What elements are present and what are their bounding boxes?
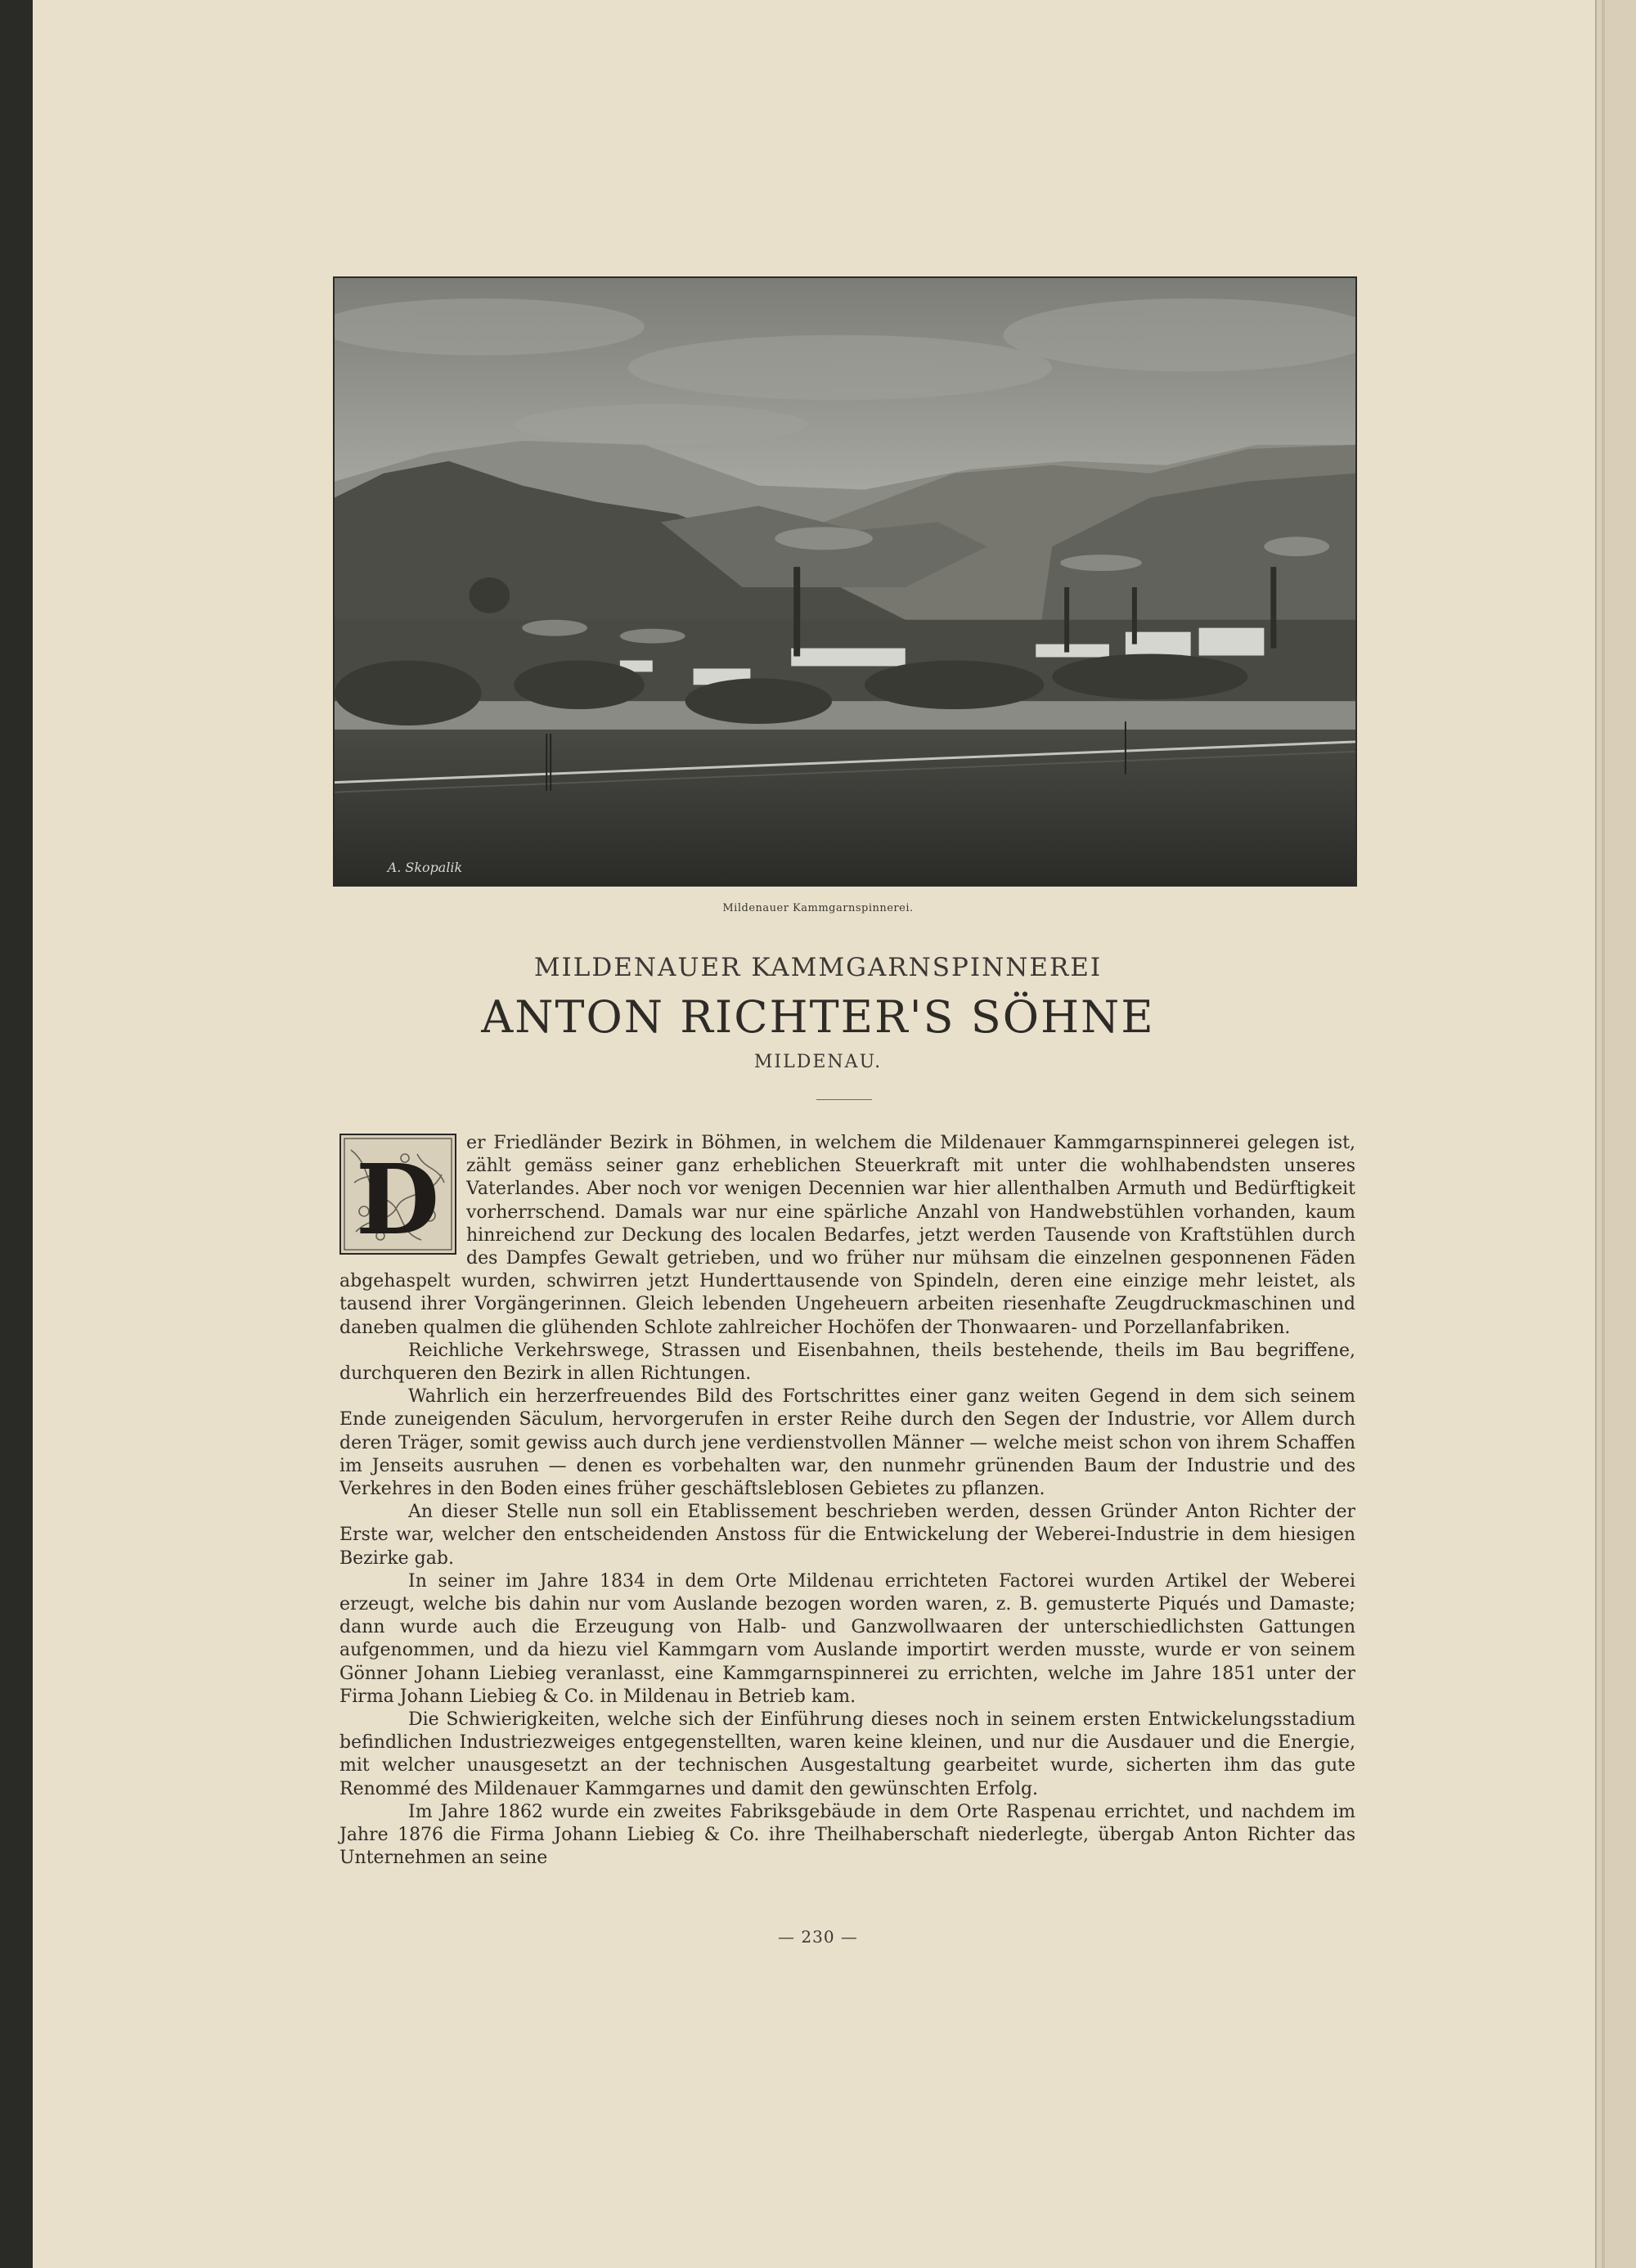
page-number: — 230 — — [778, 1927, 858, 1947]
paragraph-4: An dieser Stelle nun soll ein Etablissement beschrieben werden, dessen Gründer Anton Richter der Erste war, welcher den entscheidenden Anstoss für die Entwickelung der Weberei-Industrie in dem hiesigen Bezirke gab. — [339, 1502, 1355, 1569]
article-subtitle: MILDENAUER KAMMGARNSPINNEREI — [533, 953, 1103, 982]
paragraph-3: Wahrlich ein herzerfreuendes Bild des Fortschrittes einer ganz weiten Gegend in dem sich seinem Ende zuneigenden Säculum, hervorgerufen in erster Reihe durch den Segen der Industrie, vor Allem durch deren Träger, somit gewiss auch durch jene verdienstvollen Männer — welche meist schon von ihrem Schaffen im Jenseits ausruhen — denen es vorbehalten war, den nunmehr grünenden Baum der Industrie und des Verkehres in den Boden eines früher geschäftsleblosen Gebietes zu pflanzen. — [339, 1386, 1355, 1500]
article-place: MILDENAU. — [753, 1052, 883, 1072]
artist-signature: A. Skopalik — [387, 860, 463, 876]
title-divider — [816, 1099, 872, 1100]
paragraph-2: Reichliche Verkehrswege, Strassen und Eisenbahnen, theils bestehende, theils im Bau begriffene, durchqueren den Bezirk in allen Richtungen. — [339, 1340, 1355, 1385]
svg-text:D: D — [355, 1143, 440, 1255]
dropcap-ornament-icon — [339, 1134, 456, 1255]
article-title: ANTON RICHTER'S SÖHNE — [481, 991, 1155, 1043]
paragraph-6: Die Schwierigkeiten, welche sich der Einführung dieses noch in seinem ersten Entwickelungsstadium befindlichen Industriezweiges entgegenstellten, waren keine kleinen, und nur die Ausdauer und die Energie, mit welcher unausgesetzt an der technischen Ausgestaltung gearbeitet wurde, sicherten ihm das gute Renommé des Mildenauer Kammgarnes und damit den gewünschten Erfolg. — [339, 1709, 1355, 1799]
ornamental-dropcap — [339, 1134, 456, 1255]
paragraph-7: Im Jahre 1862 wurde ein zweites Fabriksgebäude in dem Orte Raspenau errichtet, und nachdem im Jahre 1876 die Firma Johann Liebieg & Co. ihre Theilhaberschaft niederlegte, übergab Anton Richter das Unternehmen an seine — [339, 1801, 1355, 1869]
landscape-image — [335, 278, 1355, 885]
paragraph-1: er Friedländer Bezirk in Böhmen, in welchem die Mildenauer Kammgarnspinnerei gelegen ist, zählt gemäss seiner ganz erheblichen Steuerkraft mit unter die wohlhabendsten unseres Vaterlandes. Aber noch vor wenigen Decennien war hier allenthalben Armuth und Bedürftigkeit vorherrschend. Damals war nur eine spärliche Anzahl von Handwebstühlen vorhanden, kaum hinreichend zur Deckung des localen Bedarfes, jetzt werden Tausende von Kraftstühlen durch des Dampfes Gewalt getrieben, und wo früher nur mühsam die einzelnen gesponnenen Fäden abgehaspelt wurden, schwirren jetzt Hunderttausende von Spindeln, deren eine einzige mehr leistet, als tausend ihrer Vorgängerinnen. Gleich lebenden Ungeheuern arbeiten riesenhafte Zeugdruckmaschinen und daneben qualmen die glühenden Schlote zahlreicher Hochöfen der Thonwaaren- und Porzellanfabriken. — [339, 1133, 1355, 1338]
factory-landscape-illustration — [333, 276, 1357, 887]
article-body — [339, 1132, 1355, 1871]
paragraph-5: In seiner im Jahre 1834 in dem Orte Mildenau errichteten Factorei wurden Artikel der Weberei erzeugt, welche bis dahin nur vom Auslande bezogen worden waren, z. B. gemusterte Piqués und Damaste; dann wurde auch die Erzeugung von Halb- und Ganzwollwaaren der unterschiedlichsten Gattungen aufgenommen, und da hiezu viel Kammgarn vom Auslande importirt werden musste, wurde er von seinem Gönner Johann Liebieg veranlasst, eine Kammgarnspinnerei zu errichten, welche im Jahre 1851 unter der Firma Johann Liebieg & Co. in Mildenau in Betrieb kam. — [339, 1570, 1355, 1707]
figure-caption: Mildenauer Kammgarnspinnerei. — [722, 902, 914, 914]
